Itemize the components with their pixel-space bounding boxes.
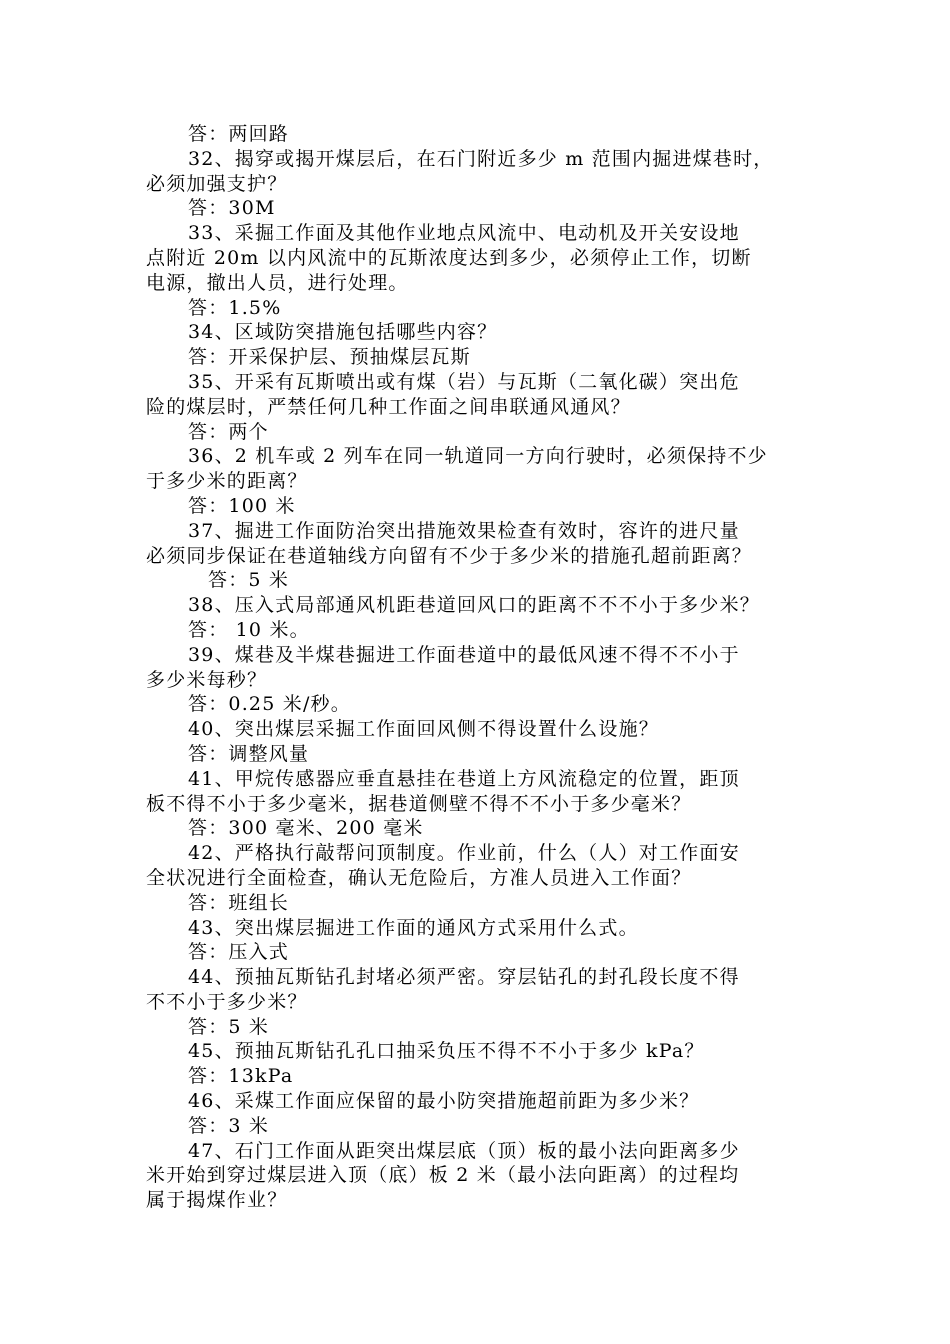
text-line: 38、压入式局部通风机距巷道回风口的距离不不不小于多少米？: [188, 594, 760, 617]
text-line: 答：30M: [188, 197, 276, 220]
text-line: 35、开采有瓦斯喷出或有煤（岩）与瓦斯（二氧化碳）突出危: [188, 370, 740, 393]
text-line: 答：5 米: [188, 1015, 270, 1038]
text-line: 39、煤巷及半煤巷掘进工作面巷道中的最低风速不得不不小于: [188, 643, 740, 666]
text-line: 答：两回路: [188, 123, 290, 145]
qa-text-body: [146, 122, 826, 1213]
text-line: 32、揭穿或揭开煤层后，在石门附近多少 m 范围内掘进煤巷时，: [188, 147, 774, 170]
text-line: 42、严格执行敲帮问顶制度。作业前，什么（人）对工作面安: [188, 842, 740, 865]
text-line: 答：开采保护层、预抽煤层瓦斯: [188, 346, 471, 369]
text-line: 41、甲烷传感器应垂直悬挂在巷道上方风流稳定的位置，距顶: [188, 767, 740, 790]
text-line: 险的煤层时，严禁任何几种工作面之间串联通风通风？: [146, 395, 631, 418]
text-line: 答：班组长: [188, 891, 290, 914]
text-line: 答：3 米: [188, 1114, 270, 1137]
text-line: 答：300 毫米、200 毫米: [188, 817, 424, 840]
text-line: 36、2 机车或 2 列车在同一轨道同一方向行驶时，必须保持不少: [188, 445, 768, 468]
text-line: 多少米每秒？: [146, 668, 268, 691]
text-line: 属于揭煤作业？: [146, 1189, 288, 1212]
text-line: 33、采掘工作面及其他作业地点风流中、电动机及开关安设地: [188, 222, 740, 245]
text-line: 米开始到穿过煤层进入顶（底）板 2 米（最小法向距离）的过程均: [146, 1164, 740, 1187]
text-line: 34、区域防突措施包括哪些内容？: [188, 321, 498, 344]
text-line: 电源，撤出人员，进行处理。: [146, 271, 409, 294]
text-line: 必须加强支护？: [146, 172, 288, 195]
text-line: 答：100 米: [188, 494, 296, 517]
text-line: 答：0.25 米/秒。: [188, 693, 351, 716]
text-line: 答：5 米: [208, 569, 290, 592]
text-line: 46、采煤工作面应保留的最小防突措施超前距为多少米？: [188, 1090, 700, 1113]
text-line: 47、石门工作面从距突出煤层底（顶）板的最小法向距离多少: [188, 1139, 740, 1162]
text-line: 答：1.5%: [188, 296, 282, 319]
text-line: 板不得不小于多少毫米，据巷道侧壁不得不不小于多少毫米？: [146, 792, 692, 815]
text-line: 45、预抽瓦斯钻孔孔口抽采负压不得不不小于多少 kPa？: [188, 1040, 705, 1063]
text-line: 不不小于多少米？: [146, 990, 308, 1013]
text-line: 答：压入式: [188, 941, 290, 964]
text-line: 答：调整风量: [188, 742, 310, 765]
text-line: 44、预抽瓦斯钻孔封堵必须严密。穿层钻孔的封孔段长度不得: [188, 966, 740, 989]
text-line: 40、突出煤层采掘工作面回风侧不得设置什么设施？: [188, 718, 659, 741]
text-line: 全状况进行全面检查，确认无危险后，方准人员进入工作面？: [146, 866, 692, 889]
text-line: 43、突出煤层掘进工作面的通风方式采用什么式。: [188, 916, 639, 939]
text-line: 答： 10 米。: [188, 618, 310, 641]
text-line: 37、掘进工作面防治突出措施效果检查有效时，容许的进尺量: [188, 519, 740, 542]
text-line: 必须同步保证在巷道轴线方向留有不少于多少米的措施孔超前距离？: [146, 544, 753, 567]
text-line: 于多少米的距离？: [146, 470, 308, 493]
text-line: 答：13kPa: [188, 1065, 294, 1088]
text-line: 答：两个: [188, 420, 269, 443]
text-line: 点附近 20m 以内风流中的瓦斯浓度达到多少，必须停止工作，切断: [146, 246, 752, 269]
